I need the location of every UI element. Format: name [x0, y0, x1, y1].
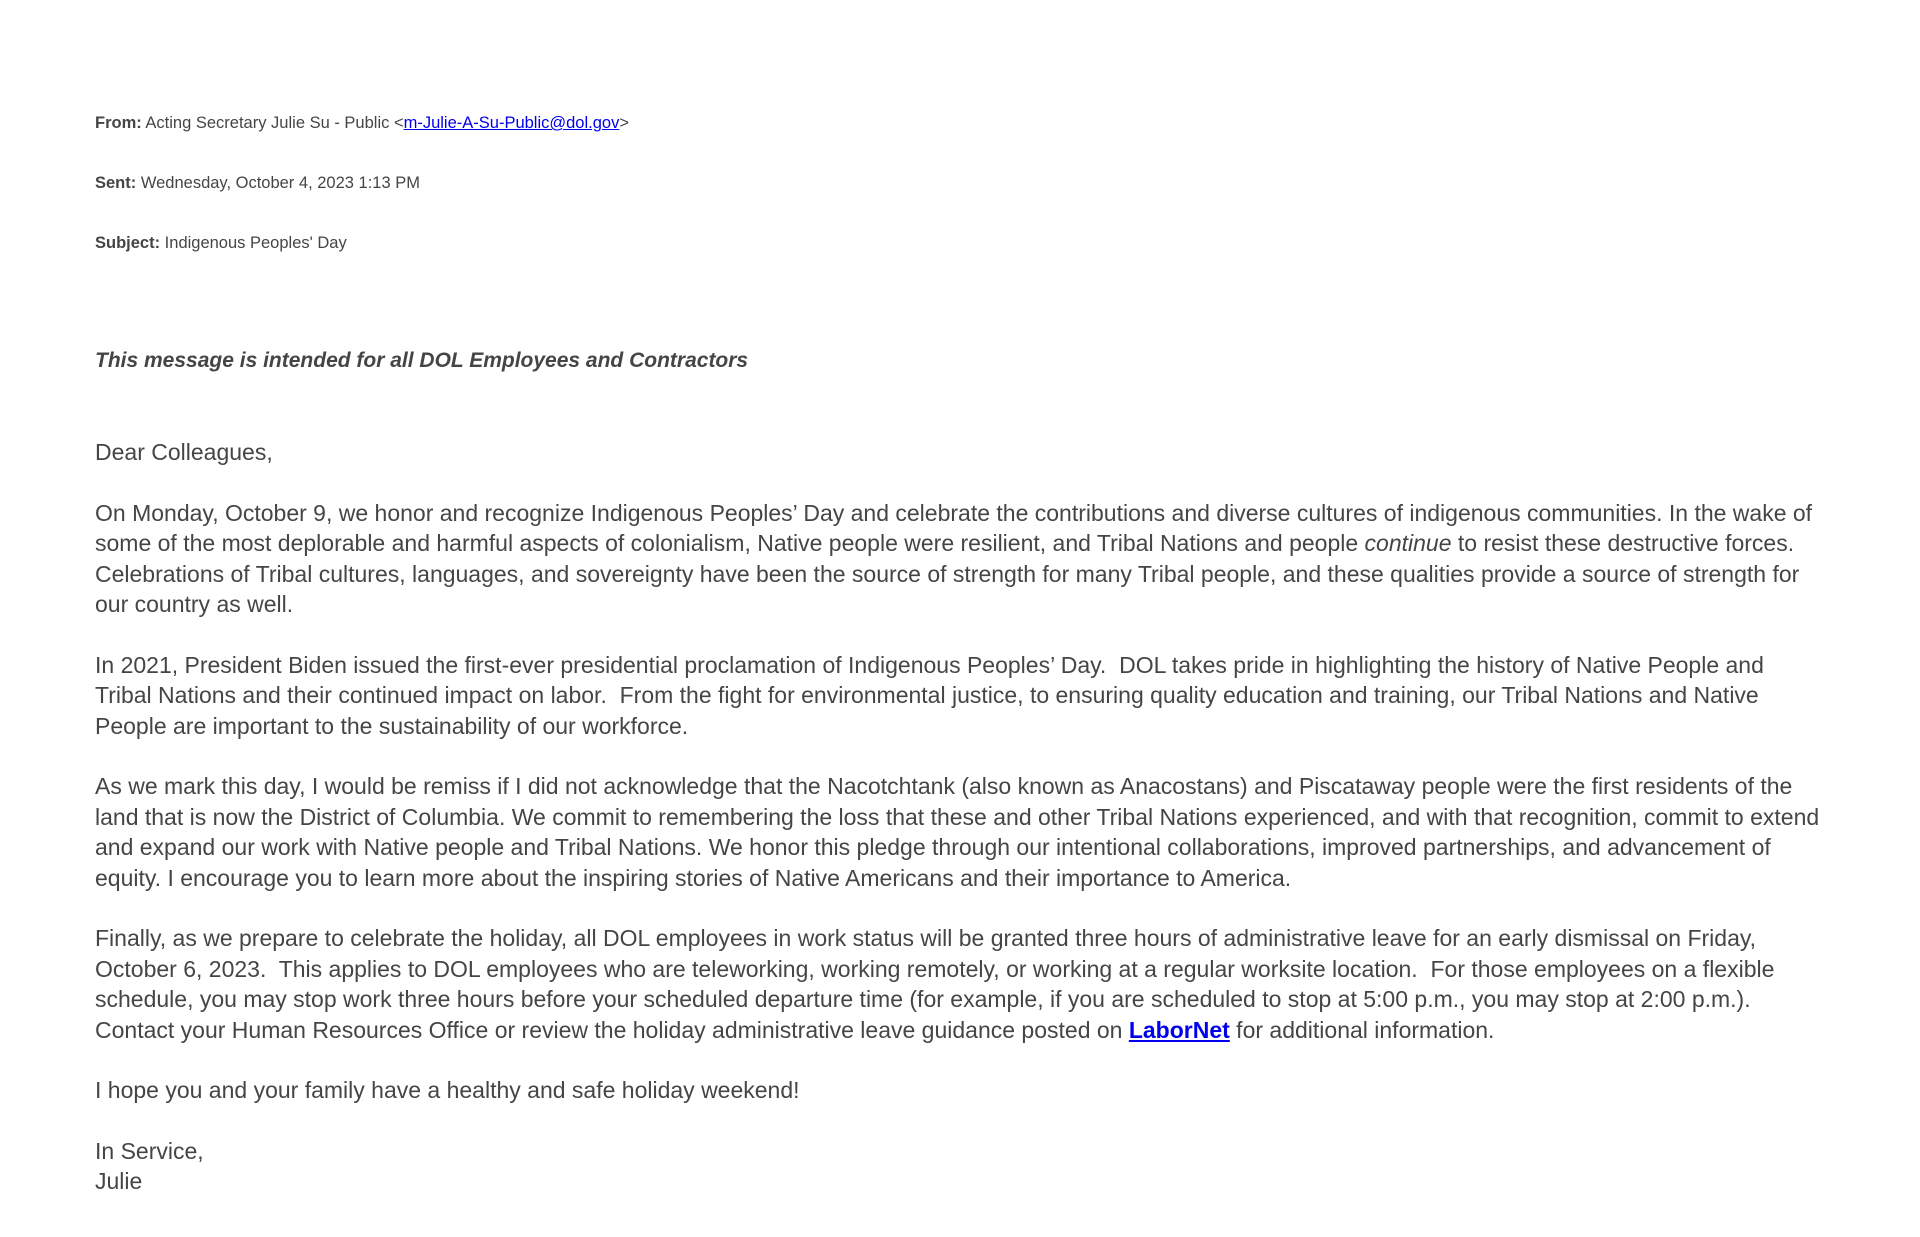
emphasized-word-continue: continue [1364, 530, 1452, 556]
paragraph-1-text-before: On Monday, October 9, we honor and recognize Indigenous Peoples’ Day and celebrate the contributions and diverse cultures of indigenous communities. In the wake of some of the most deplorable and harmful aspects of colonialism, Native people were resilient, and Tribal Nations and people [95, 499, 1819, 556]
sent-label: Sent: [95, 174, 137, 192]
labornet-link[interactable]: LaborNet [1128, 1016, 1230, 1043]
sender-email-link[interactable]: m-Julie-A-Su-Public@dol.gov [403, 114, 620, 132]
from-label: From: [95, 114, 142, 132]
email-header-block [95, 73, 1820, 293]
paragraph-3: As we mark this day, I would be remiss if I did not acknowledge that the Nacotchtank (also known as Anacostans) and Piscataway people were the first residents of the land that is now the District of Columbia. We commit to remembering the loss that these and other Tribal Nations experienced, and with that recognition, commit to extend and expand our work with Native people and Tribal Nations. We honor this pledge through our intentional collaborations, improved partnerships, and advancement of equity. I encourage you to learn more about the inspiring stories of Native Americans and their importance to America. [95, 773, 1826, 891]
paragraph-1-text-after: to resist these destructive forces. Celebrations of Tribal cultures, languages, and sovereignty have been the source of strength for many Tribal people, and these qualities provide a source of strength for our country as well. [95, 530, 1806, 617]
header-sent-line [95, 173, 1820, 193]
sign-off [95, 1136, 1820, 1197]
header-subject-line [95, 233, 1820, 253]
signature-name: Julie [95, 1168, 143, 1194]
sent-value: Wednesday, October 4, 2023 1:13 PM [136, 174, 420, 192]
paragraph-4 [95, 923, 1820, 1045]
greeting: Dear Colleagues, [95, 439, 273, 465]
from-suffix: > [619, 114, 629, 132]
subject-value: Indigenous Peoples' Day [160, 234, 347, 252]
paragraph-5: I hope you and your family have a healthy and safe holiday weekend! [95, 1077, 800, 1103]
header-from-line [95, 113, 1820, 133]
audience-notice: This message is intended for all DOL Employees and Contractors [95, 349, 749, 372]
from-value: Acting Secretary Julie Su - Public < [141, 114, 404, 132]
paragraph-4-text-before: Finally, as we prepare to celebrate the holiday, all DOL employees in work status will be granted three hours of administrative leave for an early dismissal on Friday, October 6, 2023. This applies to DOL employees who are teleworking, working remotely, or working at a regular worksite location. For those employees on a flexible schedule, you may stop work three hours before your scheduled departure time (for example, if you are scheduled to stop at 5:00 p.m., you may stop at 2:00 p.m.). Contact your Human Resources Office or review the holiday administrative leave guidance posted on [95, 925, 1781, 1043]
subject-label: Subject: [95, 234, 161, 252]
paragraph-4-text-after: for additional information. [1229, 1016, 1495, 1043]
sign-off-line: In Service, [95, 1137, 204, 1164]
paragraph-2: In 2021, President Biden issued the first-ever presidential proclamation of Indigenous Peoples’ Day. DOL takes pride in highlighting the history of Native People and Tribal Nations and their continued impact on labor. From the fight for environmental justice, to ensuring quality education and training, our Tribal Nations and Native People are important to the sustainability of our workforce. [95, 651, 1770, 739]
paragraph-1 [95, 498, 1820, 620]
